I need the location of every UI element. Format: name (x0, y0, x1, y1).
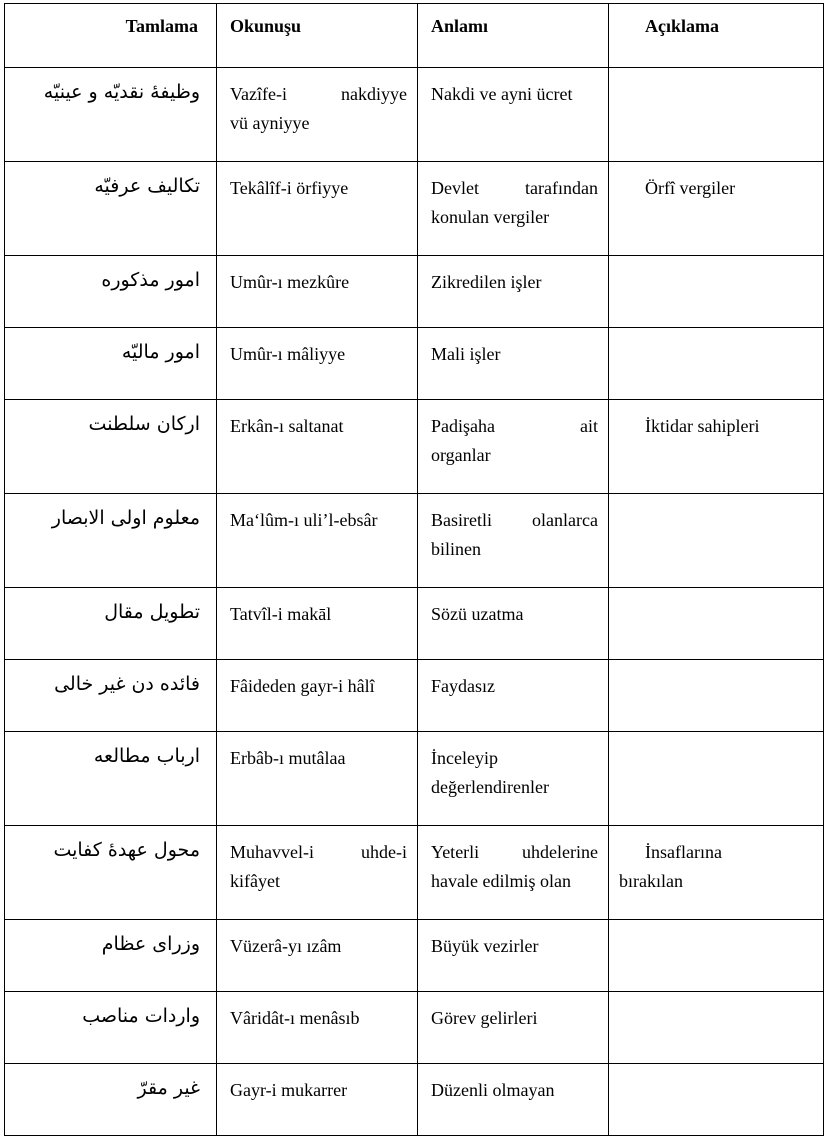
okunusu-cell: Umûr-ı mezkûre (217, 256, 418, 328)
okunusu-cell: Umûr-ı mâliyye (217, 328, 418, 400)
table-row (5, 660, 824, 732)
table-row (5, 162, 824, 256)
anlami-cell: Düzenli olmayan (418, 1064, 609, 1136)
table-row (5, 1064, 824, 1136)
anlami-cell: Padişaha ait organlar (418, 400, 609, 494)
anlami-cell: Yeterli uhdelerine havale edilmiş olan (418, 826, 609, 920)
aciklama-cell: Örfî vergiler (609, 162, 824, 256)
table-row (5, 328, 824, 400)
okunusu-cell: Tekâlîf-i örfiyye (217, 162, 418, 256)
okunusu-cell: Gayr-i mukarrer (217, 1064, 418, 1136)
glossary-table (4, 3, 824, 1136)
aciklama-cell (609, 732, 824, 826)
tamlama-cell: ارباب مطالعه (5, 732, 217, 826)
header-anlami: Anlamı (418, 4, 609, 68)
table-row (5, 588, 824, 660)
table-row (5, 400, 824, 494)
okunusu-cell: Muhavvel-i uhde-i kifâyet (217, 826, 418, 920)
tamlama-cell: تطويل مقال (5, 588, 217, 660)
aciklama-cell (609, 920, 824, 992)
aciklama-cell (609, 494, 824, 588)
anlami-cell: Faydasız (418, 660, 609, 732)
tamlama-cell: غير مقرّ (5, 1064, 217, 1136)
anlami-cell: Görev gelirleri (418, 992, 609, 1064)
table-row (5, 494, 824, 588)
aciklama-cell (609, 256, 824, 328)
tamlama-cell: وزراى عظام (5, 920, 217, 992)
aciklama-cell (609, 992, 824, 1064)
aciklama-cell (609, 660, 824, 732)
anlami-cell: İnceleyip değerlendirenler (418, 732, 609, 826)
header-okunusu: Okunuşu (217, 4, 418, 68)
header-aciklama: Açıklama (609, 4, 824, 68)
tamlama-cell: امور مذكوره (5, 256, 217, 328)
okunusu-cell: Erkân-ı saltanat (217, 400, 418, 494)
aciklama-cell: İktidar sahipleri (609, 400, 824, 494)
tamlama-cell: معلوم اولى الابصار (5, 494, 217, 588)
okunusu-cell: Ma‘lûm-ı uli’l-ebsâr (217, 494, 418, 588)
anlami-cell: Sözü uzatma (418, 588, 609, 660)
tamlama-cell: فائده دن غير خالى (5, 660, 217, 732)
anlami-cell: Nakdi ve ayni ücret (418, 68, 609, 162)
header-row (5, 4, 824, 68)
header-tamlama: Tamlama (5, 4, 217, 68)
aciklama-cell: İnsaflarına bırakılan (609, 826, 824, 920)
okunusu-cell: Vazîfe-i nakdiyye vü ayniyye (217, 68, 418, 162)
anlami-cell: Zikredilen işler (418, 256, 609, 328)
aciklama-cell (609, 588, 824, 660)
table-row (5, 68, 824, 162)
tamlama-cell: تكاليف عرفيّه (5, 162, 217, 256)
tamlama-cell: واردات مناصب (5, 992, 217, 1064)
anlami-cell: Basiretli olanlarca bilinen (418, 494, 609, 588)
tamlama-cell: اركان سلطنت (5, 400, 217, 494)
anlami-cell: Devlet tarafından konulan vergiler (418, 162, 609, 256)
anlami-cell: Büyük vezirler (418, 920, 609, 992)
table-row (5, 256, 824, 328)
okunusu-cell: Vâridât-ı menâsıb (217, 992, 418, 1064)
tamlama-cell: محول عهدهٔ كفايت (5, 826, 217, 920)
tamlama-cell: وظيفهٔ نقديّه و عينيّه (5, 68, 217, 162)
okunusu-cell: Vüzerâ-yı ızâm (217, 920, 418, 992)
aciklama-cell (609, 68, 824, 162)
table-row (5, 992, 824, 1064)
table-row (5, 920, 824, 992)
tamlama-cell: امور ماليّه (5, 328, 217, 400)
aciklama-cell (609, 1064, 824, 1136)
aciklama-cell (609, 328, 824, 400)
okunusu-cell: Erbâb-ı mutâlaa (217, 732, 418, 826)
okunusu-cell: Fâideden gayr-i hâlî (217, 660, 418, 732)
anlami-cell: Mali işler (418, 328, 609, 400)
okunusu-cell: Tatvîl-i makāl (217, 588, 418, 660)
table-row (5, 732, 824, 826)
table-row (5, 826, 824, 920)
